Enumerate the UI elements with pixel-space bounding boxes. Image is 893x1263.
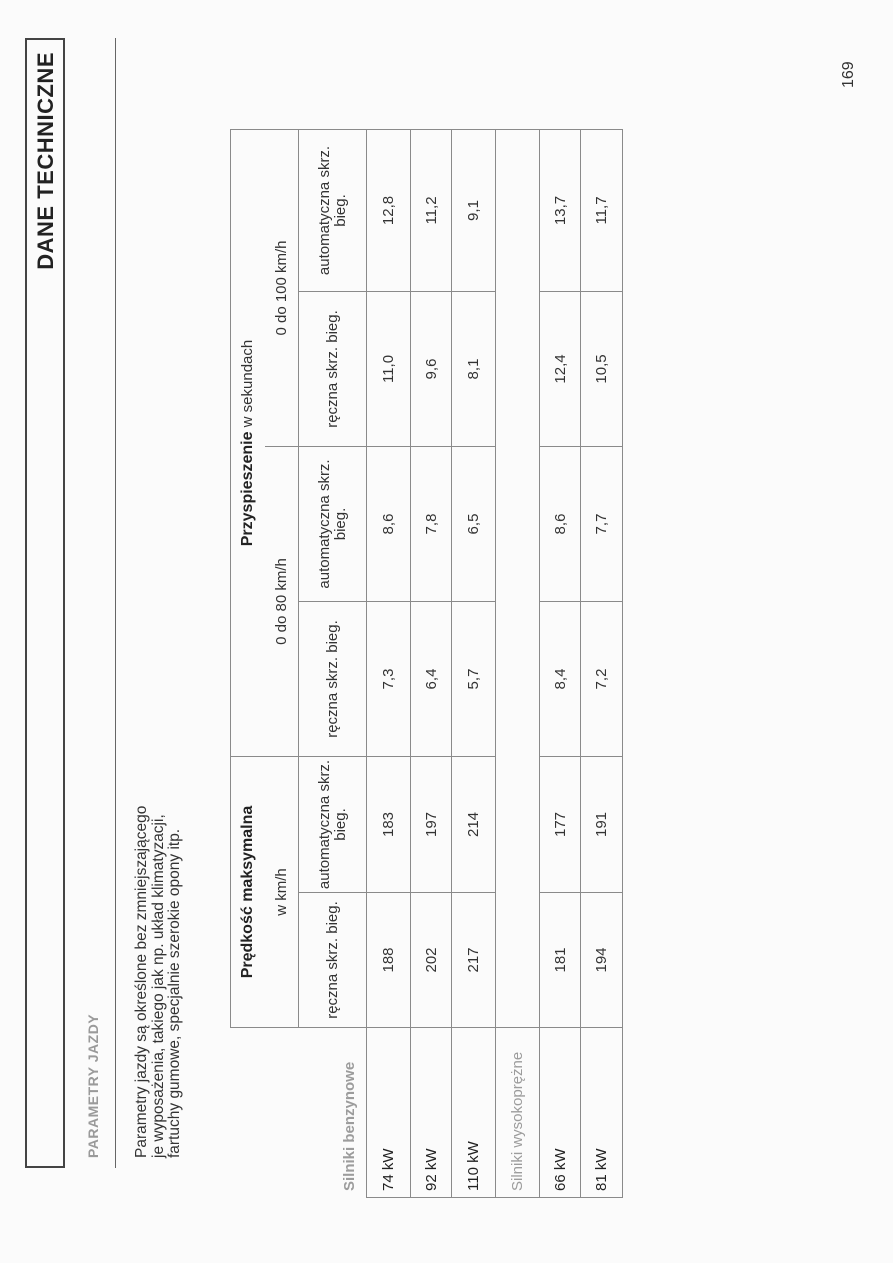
speed-group-header: Prędkość maksymalna bbox=[231, 757, 265, 1028]
table-row-74kw bbox=[367, 130, 411, 1198]
value-cell: 7,3 bbox=[367, 602, 411, 757]
value-cell: 9,1 bbox=[452, 130, 496, 292]
page-header-box bbox=[25, 38, 65, 1168]
performance-table bbox=[230, 129, 623, 1198]
value-cell: 214 bbox=[452, 757, 496, 893]
value-cell: 11,0 bbox=[367, 292, 411, 447]
value-cell: 194 bbox=[581, 893, 623, 1028]
page-number: 169 bbox=[840, 61, 857, 88]
value-cell: 197 bbox=[411, 757, 452, 893]
table-row-92kw bbox=[411, 130, 452, 1198]
engine-cell: 92 kW bbox=[411, 1028, 452, 1198]
value-cell: 177 bbox=[540, 757, 581, 893]
value-cell: 11,7 bbox=[581, 130, 623, 292]
engine-cell: 66 kW bbox=[540, 1028, 581, 1198]
speed-unit: w km/h bbox=[265, 757, 299, 1028]
accel-group-header: Przyspieszenie w sekundach bbox=[231, 130, 265, 757]
value-cell: 6,5 bbox=[452, 447, 496, 602]
speed-auto-header: automatyczna skrz. bieg. bbox=[299, 757, 367, 893]
accel-80-header: 0 do 80 km/h bbox=[265, 447, 299, 757]
engine-cell: 110 kW bbox=[452, 1028, 496, 1198]
value-cell: 7,2 bbox=[581, 602, 623, 757]
engine-cell: 74 kW bbox=[367, 1028, 411, 1198]
value-cell: 13,7 bbox=[540, 130, 581, 292]
value-cell: 217 bbox=[452, 893, 496, 1028]
value-cell: 8,6 bbox=[367, 447, 411, 602]
value-cell: 188 bbox=[367, 893, 411, 1028]
section-title: PARAMETRY JAZDY bbox=[85, 1013, 101, 1158]
value-cell: 181 bbox=[540, 893, 581, 1028]
value-cell: 8,6 bbox=[540, 447, 581, 602]
value-cell: 8,1 bbox=[452, 292, 496, 447]
a100-auto-header: automatyczna skrz. bieg. bbox=[299, 130, 367, 292]
accel-100-header: 0 do 100 km/h bbox=[265, 130, 299, 447]
a80-auto-header: automatyczna skrz. bieg. bbox=[299, 447, 367, 602]
category-label-petrol: Silniki benzynowe bbox=[341, 1061, 358, 1191]
table-row-81kw bbox=[581, 130, 623, 1198]
value-cell: 202 bbox=[411, 893, 452, 1028]
category-label-diesel: Silniki wysokoprężne bbox=[496, 1028, 540, 1198]
header-corner bbox=[231, 1028, 367, 1198]
table-row-110kw bbox=[452, 130, 496, 1198]
a80-manual-header: ręczna skrz. bieg. bbox=[299, 602, 367, 757]
value-cell: 12,4 bbox=[540, 292, 581, 447]
category-spacer bbox=[496, 130, 540, 1028]
value-cell: 11,2 bbox=[411, 130, 452, 292]
header-rule bbox=[115, 38, 116, 1168]
category-row-diesel bbox=[496, 130, 540, 1198]
table-row-66kw bbox=[540, 130, 581, 1198]
value-cell: 191 bbox=[581, 757, 623, 893]
speed-manual-header: ręczna skrz. bieg. bbox=[299, 893, 367, 1028]
value-cell: 9,6 bbox=[411, 292, 452, 447]
value-cell: 8,4 bbox=[540, 602, 581, 757]
value-cell: 5,7 bbox=[452, 602, 496, 757]
engine-cell: 81 kW bbox=[581, 1028, 623, 1198]
value-cell: 12,8 bbox=[367, 130, 411, 292]
value-cell: 7,8 bbox=[411, 447, 452, 602]
header-row-groups bbox=[231, 130, 265, 1198]
value-cell: 183 bbox=[367, 757, 411, 893]
header-title: DANE TECHNICZNE bbox=[33, 52, 58, 270]
intro-paragraph: Parametry jazdy są określone bez zmniejszającego je wyposażenia, takiego jak np. układ klimatyzacji, fartuchy gumowe, specjalnie szerokie opony itp. bbox=[133, 805, 183, 1158]
value-cell: 10,5 bbox=[581, 292, 623, 447]
value-cell: 6,4 bbox=[411, 602, 452, 757]
value-cell: 7,7 bbox=[581, 447, 623, 602]
a100-manual-header: ręczna skrz. bieg. bbox=[299, 292, 367, 447]
